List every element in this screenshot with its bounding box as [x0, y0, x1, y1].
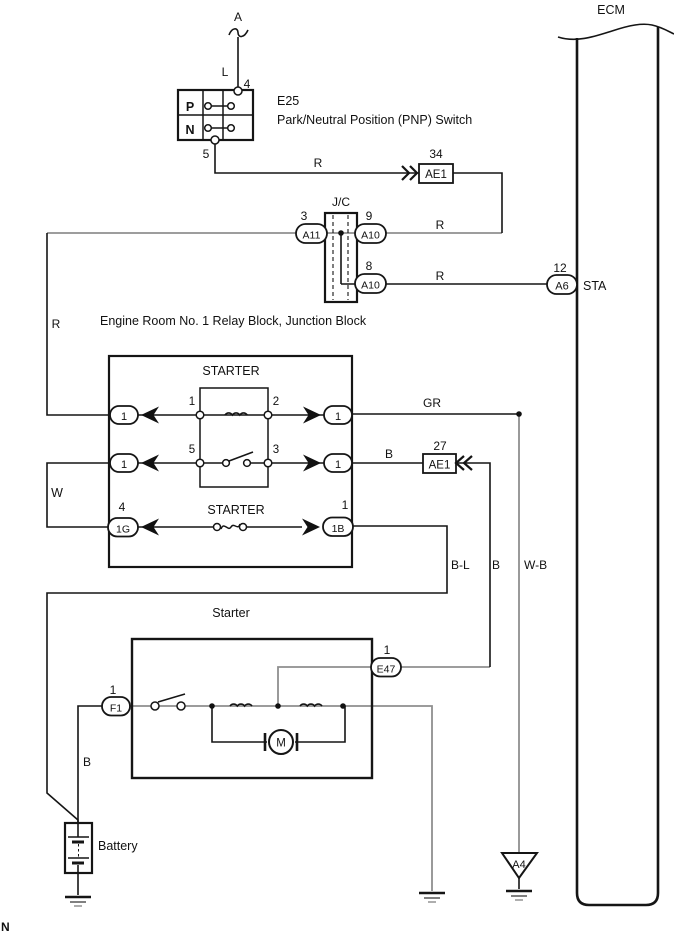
ground-icon [506, 891, 532, 900]
connector-a4-id: A4 [512, 859, 526, 871]
junction-dot [209, 703, 215, 709]
wire-e47-branch-left [278, 667, 371, 706]
relay-pin2-label: 2 [272, 396, 280, 408]
gray-wires [47, 233, 519, 891]
starter-switch-contact-r [177, 702, 185, 710]
connector-a11-id: A11 [302, 229, 321, 242]
pnp-switch [178, 10, 472, 170]
relay-switch-contact-r [244, 460, 251, 467]
relay-conn-left-row2-id: 1 [120, 459, 128, 471]
relay-inner-box [200, 388, 268, 487]
relay-conn-right-row2-id: 1 [334, 459, 342, 471]
ecm-block [558, 3, 674, 905]
label-wire-w: W [51, 486, 63, 500]
jc-junction-dot [338, 230, 344, 236]
label-wire-b: B [384, 447, 394, 461]
connector-34-ae1 [402, 147, 453, 183]
jc-pin9: 9 [365, 209, 373, 223]
connector-a6-id: A6 [555, 280, 569, 293]
fusible-link-icon [221, 524, 240, 529]
label-wire-gr: GR [423, 396, 441, 410]
mid-wires-labels [385, 396, 547, 572]
relay-pin1-terminal [196, 411, 204, 419]
battery-component [65, 823, 138, 906]
wire-motor-loop-right [295, 706, 345, 742]
label-wire-r3: R [435, 269, 445, 283]
label-pin4: 4 [243, 77, 251, 91]
starter-caption: Starter [212, 606, 250, 620]
pnp-contact-p1 [205, 103, 212, 110]
label-wire-r-left: R [51, 317, 61, 331]
label-wire-bl: B-L [451, 558, 470, 572]
relay-pin2-terminal [264, 411, 272, 419]
label-pin5: 5 [202, 147, 210, 161]
switch-id: E25 [277, 94, 300, 108]
connector-34-id: AE1 [425, 169, 447, 181]
starter-switch-blade [158, 694, 185, 702]
connector-a10-bot-id: A10 [361, 279, 380, 292]
starter-switch-contact-l [151, 702, 159, 710]
relay-pin3-label: 3 [272, 444, 280, 456]
junction-dot [340, 703, 346, 709]
connector-f1-id: F1 [109, 702, 123, 715]
switch-name: Park/Neutral Position (PNP) Switch [277, 113, 473, 127]
junction-block [296, 195, 445, 302]
pnp-pin5-terminal [211, 136, 219, 144]
wire-motor-loop-left [212, 706, 267, 742]
connector-1b-id: 1B [331, 523, 345, 535]
corner-note: N [1, 920, 10, 933]
relay-switch-contact-l [223, 460, 230, 467]
ecm-pin12: 12 [553, 261, 567, 275]
break-squiggle [229, 29, 248, 37]
junction-dot [275, 703, 281, 709]
f1-pin-label: 1 [109, 683, 117, 697]
ecm-box [577, 27, 658, 905]
ground-icon [65, 897, 91, 906]
relay-pin5-label: 5 [188, 444, 196, 456]
jc-title: J/C [332, 195, 350, 209]
connector-e47-id: E47 [376, 663, 396, 676]
label-wire-r1: R [313, 156, 323, 170]
pnp-contact-n2 [228, 125, 235, 132]
relay-block-caption: Engine Room No. 1 Relay Block, Junction Block [100, 314, 367, 328]
pnp-row-p: P [185, 100, 195, 114]
battery-label: Battery [98, 839, 138, 853]
relay-conn-right-row1-id: 1 [334, 411, 342, 423]
starter-assembly [83, 606, 445, 902]
starter-box [132, 639, 372, 778]
connector-27-id: AE1 [428, 459, 451, 472]
jc-pin3: 3 [300, 209, 308, 223]
fuse-pin4-label: 4 [118, 500, 126, 514]
e47-pin-label: 1 [383, 643, 391, 657]
a4-ground-connector [502, 853, 537, 900]
connector-1g-id: 1G [115, 523, 131, 536]
label-wire-l: L [221, 65, 229, 79]
connector-a10-top-id: A10 [361, 229, 380, 242]
fuse-contact-l [214, 524, 221, 531]
motor-label: M [276, 737, 286, 750]
ground-icon [419, 893, 445, 902]
label-wire-r2: R [435, 218, 445, 232]
pnp-pin4-terminal [234, 87, 242, 95]
pnp-contact-p2 [228, 103, 235, 110]
fuse-pin1-label: 1 [341, 498, 349, 512]
ecm-title: ECM [597, 3, 625, 17]
wire-r-after-ae1 [453, 173, 502, 233]
connector-34-pin: 34 [429, 147, 443, 161]
relay-pin3-terminal [264, 459, 272, 467]
gr-junction-dot [516, 411, 522, 417]
relay-title: STARTER [202, 364, 260, 378]
relay-pin5-terminal [196, 459, 204, 467]
relay-conn-left-row1-id: 1 [120, 411, 128, 423]
connector-27-pin: 27 [433, 439, 447, 453]
pnp-contact-n1 [205, 125, 212, 132]
starter-relay-block [108, 356, 353, 567]
label-wire-b2: B [492, 558, 501, 572]
ecm-signal-sta: STA [583, 279, 607, 293]
pnp-row-n: N [185, 123, 195, 137]
label-source-a: A [233, 10, 243, 24]
label-wire-b-batt: B [82, 755, 92, 769]
fuse-title: STARTER [207, 503, 265, 517]
relay-pin1-label: 1 [188, 396, 196, 408]
male-arrow-icon [302, 519, 320, 536]
label-wire-wb: W-B [524, 558, 548, 572]
jc-pin8: 8 [365, 259, 373, 273]
ecm-torn-top-edge [558, 24, 674, 39]
